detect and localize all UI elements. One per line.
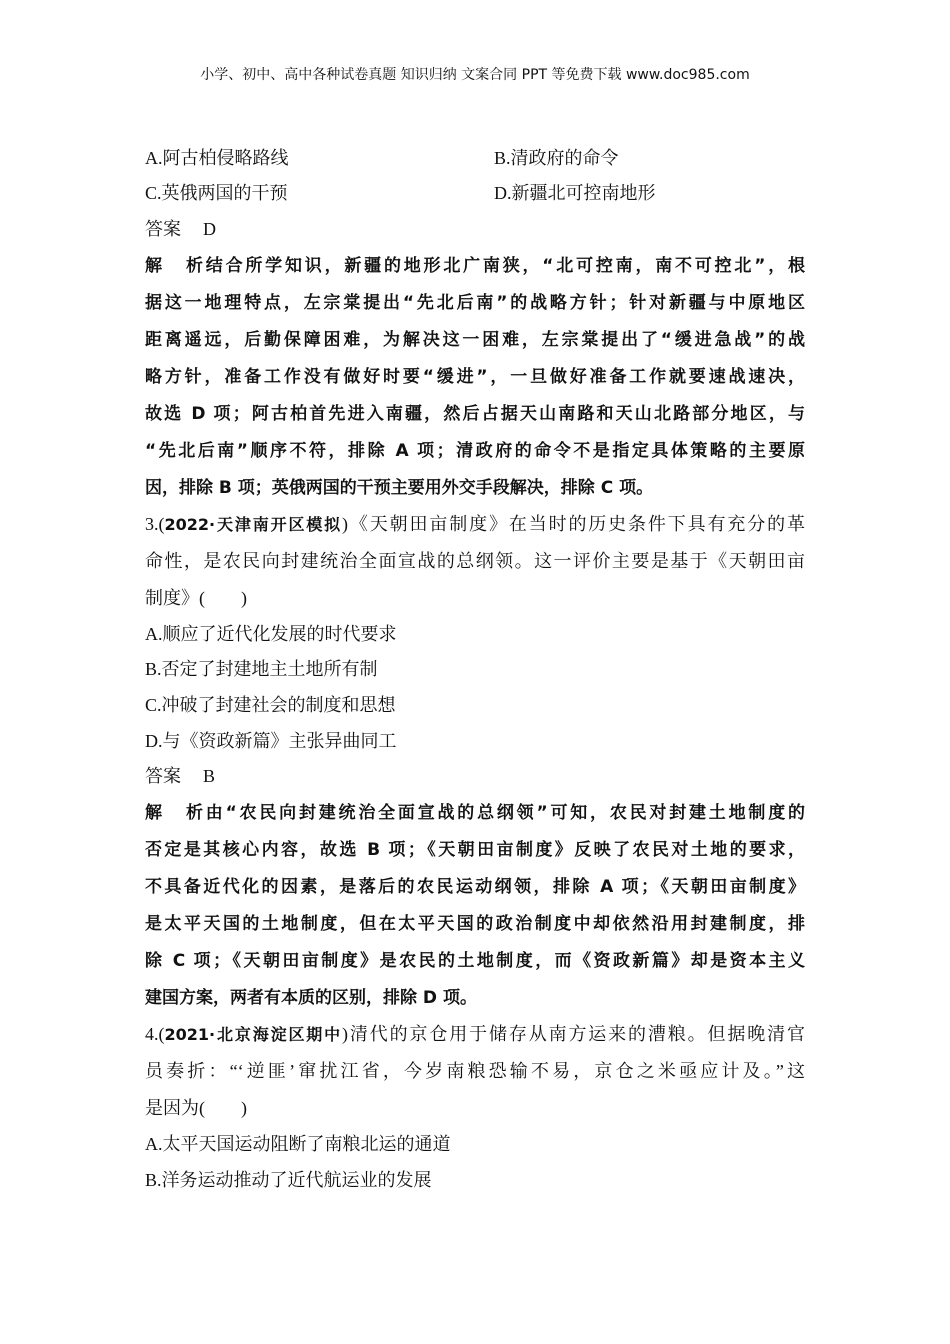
q2-analysis-line: 故选 D 项；阿古柏首先进入南疆，然后占据天山南路和天山北路部分地区，与	[145, 404, 805, 424]
q3-option-a: A.顺应了近代化发展的时代要求	[145, 624, 397, 644]
q3-analysis-line	[145, 800, 805, 826]
q4-option-a: A.太平天国运动阻断了南粮北运的通道	[145, 1134, 451, 1154]
q3-option-c: C.冲破了封建社会的制度和思想	[145, 695, 396, 715]
q3-analysis-line: 否定是其核心内容，故选 B 项；《天朝田亩制度》反映了农民对土地的要求，	[145, 840, 805, 860]
q3-stem-line: 命性，是农民向封建统治全面宣战的总纲领。这一评价主要是基于《天朝田亩	[145, 551, 805, 571]
q2-answer-label: 答案	[145, 219, 181, 239]
q3-answer-label: 答案	[145, 766, 181, 786]
q3-analysis-line: 是太平天国的土地制度，但在太平天国的政治制度中却依然沿用封建制度，排	[145, 914, 805, 934]
q2-analysis-text: 结合所学知识，新疆的地形北广南狭，“北可控南，南不可控北”，根	[203, 256, 805, 276]
q2-analysis-line: 距离遥远，后勤保障困难，为解决这一困难，左宗棠提出了“缓进急战”的战	[145, 330, 805, 350]
q4-option-b: B.洋务运动推动了近代航运业的发展	[145, 1170, 432, 1190]
q3-stem-line: 制度》( )	[145, 588, 247, 608]
q2-option-a: A.阿古柏侵略路线	[145, 148, 289, 168]
q4-number: 4.(	[145, 1024, 165, 1044]
q3-option-b: B.否定了封建地主土地所有制	[145, 659, 378, 679]
q2-analysis-line	[145, 253, 805, 279]
q3-analysis-text: 由“农民向封建统治全面宣战的总纲领”可知，农民对封建土地制度的	[203, 803, 805, 823]
q4-stem-text: )清代的京仓用于储存从南方运来的漕粮。但据晚清官	[342, 1024, 805, 1044]
q3-stem-text: )《天朝田亩制度》在当时的历史条件下具有充分的革	[342, 514, 805, 534]
q2-analysis-line: 略方针，准备工作没有做好时要“缓进”，一旦做好准备工作就要速战速决，	[145, 367, 805, 387]
q3-option-d: D.与《资政新篇》主张异曲同工	[145, 731, 397, 751]
q2-answer-value: D	[203, 219, 216, 239]
q4-stem-line: 是因为( )	[145, 1098, 247, 1118]
q3-stem-line	[145, 511, 805, 537]
q2-option-c: C.英俄两国的干预	[145, 183, 288, 203]
q2-analysis-line: 据这一地理特点，左宗棠提出“先北后南”的战略方针；针对新疆与中原地区	[145, 293, 805, 313]
q3-analysis-label: 解析	[145, 803, 203, 823]
q4-stem-line: 员奏折：“‘逆匪’窜扰江省，今岁南粮恐输不易，京仓之米亟应计及。”这	[145, 1061, 805, 1081]
q2-option-b: B.清政府的命令	[494, 148, 619, 168]
q3-source: 2022·天津南开区模拟	[164, 515, 343, 534]
q2-analysis-label: 解析	[145, 256, 203, 276]
page-header: 小学、初中、高中各种试卷真题 知识归纳 文案合同 PPT 等免费下载 www.doc985.com	[200, 67, 750, 83]
q3-answer-value: B	[203, 766, 216, 786]
q3-analysis-line: 建国方案，两者有本质的区别，排除 D 项。	[145, 988, 477, 1008]
q3-number: 3.(	[145, 514, 165, 534]
q2-analysis-line: “先北后南”顺序不符，排除 A 项；清政府的命令不是指定具体策略的主要原	[145, 441, 805, 461]
q4-stem-line	[145, 1021, 805, 1047]
q4-source: 2021·北京海淀区期中	[164, 1025, 343, 1044]
q2-analysis-line: 因，排除 B 项；英俄两国的干预主要用外交手段解决，排除 C 项。	[145, 478, 654, 498]
q3-analysis-line: 除 C 项；《天朝田亩制度》是农民的土地制度，而《资政新篇》却是资本主义	[145, 951, 805, 971]
q3-answer-row	[145, 763, 215, 789]
q3-analysis-line: 不具备近代化的因素，是落后的农民运动纲领，排除 A 项；《天朝田亩制度》	[145, 877, 805, 897]
q2-answer-row	[145, 216, 216, 242]
q2-option-d: D.新疆北可控南地形	[494, 183, 656, 203]
